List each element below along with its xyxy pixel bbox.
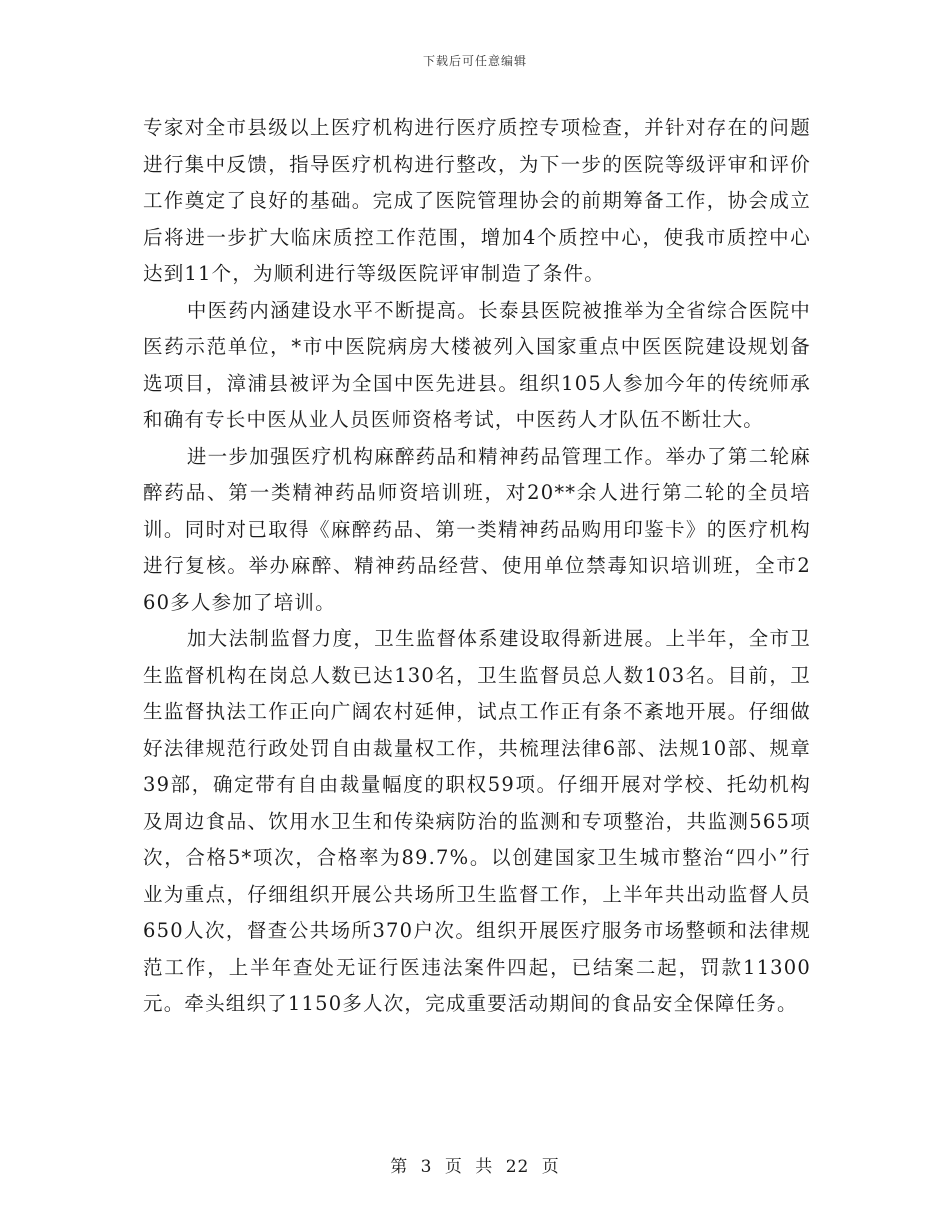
paragraph-continued: 专家对全市县级以上医疗机构进行医疗质控专项检查，并针对存在的问题进行集中反馈，指导医疗机构进行整改，为下一步的医院等级评审和评价工作奠定了良好的基础。完成了医院管理协会的前期筹备工作，协会成立后将进一步扩大临床质控工作范围，增加4个质控中心，使我市质控中心达到11个，为顺利进行等级医院评审制造了条件。: [143, 116, 811, 285]
paragraph-narcotics: 进一步加强医疗机构麻醉药品和精神药品管理工作。举办了第二轮麻醉药品、第一类精神药品师资培训班，对20**余人进行第二轮的全员培训。同时对已取得《麻醉药品、第一类精神药品购用印鉴卡》的医疗机构进行复核。举办麻醉、精神药品经营、使用单位禁毒知识培训班，全市260多人参加了培训。: [143, 444, 811, 614]
paragraph-supervision: 加大法制监督力度，卫生监督体系建设取得新进展。上半年，全市卫生监督机构在岗总人数已达130名，卫生监督员总人数103名。目前，卫生监督执法工作正向广阔农村延伸，试点工作正有条不紊地开展。仔细做好法律规范行政处罚自由裁量权工作，共梳理法律6部、法规10部、规章39部，确定带有自由裁量幅度的职权59项。仔细开展对学校、托幼机构及周边食品、饮用水卫生和传染病防治的监测和专项整治，共监测565项次，合格5*项次，合格率为89.7%。以创建国家卫生城市整治“四小”行业为重点，仔细组织开展公共场所卫生监督工作，上半年共出动监督人员650人次，督查公共场所370户次。组织开展医疗服务市场整顿和法律规范工作，上半年查处无证行医违法案件四起，已结案二起，罚款11300元。牵头组织了1150多人次，完成重要活动期间的食品安全保障任务。: [143, 627, 811, 1015]
header-note: 下载后可任意编辑: [422, 54, 527, 68]
document-body: [143, 110, 811, 1023]
paragraph-tcm: 中医药内涵建设水平不断提高。长泰县医院被推举为全省综合医院中医药示范单位，*市中医院病房大楼被列入国家重点中医医院建设规划备选项目，漳浦县被评为全国中医先进县。组织105人参加今年的传统师承和确有专长中医从业人员医师资格考试，中医药人才队伍不断壮大。: [143, 298, 811, 431]
page-number: 第 3 页 共 22 页: [390, 1157, 560, 1177]
